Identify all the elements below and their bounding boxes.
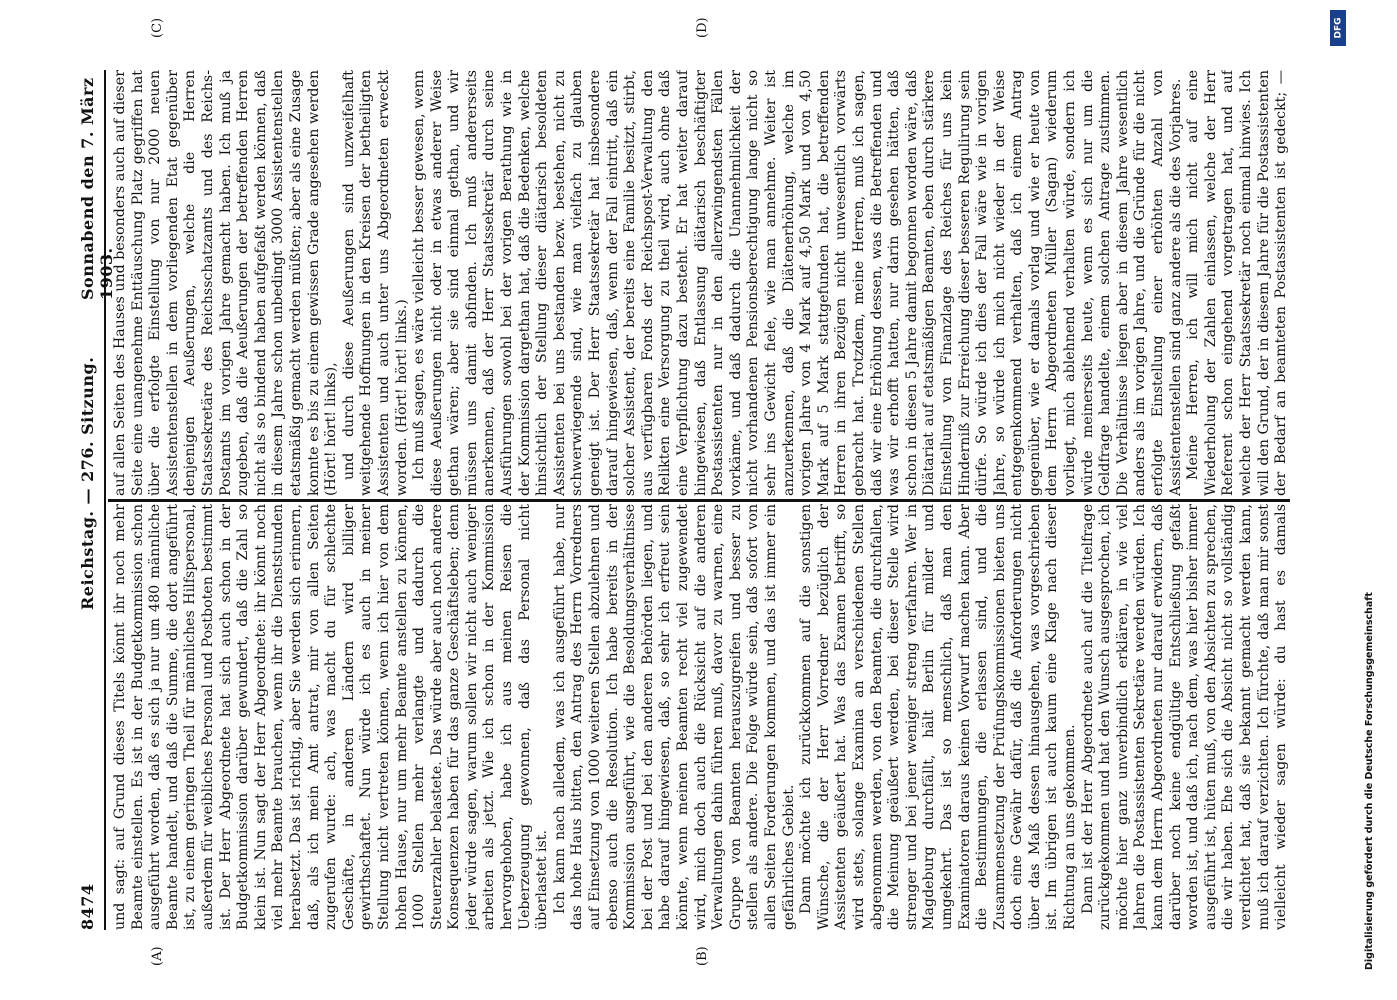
attribution-text: Digitalisierung gefördert durch die Deutsche Forschungsgemeinschaft — [1364, 592, 1375, 970]
right-text-column — [112, 70, 1292, 496]
margin-marker-c: (C) — [150, 17, 165, 38]
margin-marker-a: (A) — [150, 946, 165, 966]
paragraph: Ich kann nach alledem, was ich ausgeführt habe, nur das hohe Haus bitten, den Antrag des Herrn Vorredners auf Einsetzung von 1000 weiteren Stellen abzulehnen und ebenso auch die Resolution. Ich habe bereits in der Kommission ausgeführt, wie die Besoldungsverhältnisse bei der Post und bei den anderen Behörden liegen, und habe darauf hingewiesen, daß, so sehr ich erfreut sein könnte, wenn meinen Beamten recht viel zugewendet wird, mich doch auch die Rücksicht auf die anderen Verwaltungen dahin führen muß, davor zu warnen, eine Gruppe von Beamten herauszugreifen und besser zu stellen als andere. Die Folge würde sein, daß sofort von allen Seiten Forderungen kommen, und das ist immer ein gefährliches Gebiet. — [551, 504, 797, 930]
column-divider — [108, 499, 1290, 502]
paragraph: Dann möchte ich zurückkommen auf die sonstigen Wünsche, die der Herr Vorredner bezüglich der Assistenten geäußert hat. Was das Examen betrifft, so wird stets, solange Examina an verschiedenen Stellen abgenommen werden, von den Beamten, die durchfallen, die Meinung geäußert werden, bei dieser Stelle wird strenger und bei jener weniger streng verfahren. Wer in Magdeburg durchfällt, hält Berlin für milder und umgekehrt. Das ist so menschlich, daß man den Examinatoren daraus keinen Vorwurf machen kann. Aber die Bestimmungen, die erlassen sind, und die Zusammensetzung der Prüfungskommissionen bieten uns doch eine Gewähr dafür, daß die Anforderungen nicht über das Maß dessen hinausgehen, was vorgeschrieben ist. Im übrigen ist auch kaum eine Klage nach dieser Richtung an uns gekommen. — [798, 504, 1079, 930]
running-title: Reichstag. — 276. Sitzung. — [78, 356, 97, 610]
margin-marker-d: (D) — [695, 17, 710, 38]
paragraph: und durch diese Aeußerungen sind unzweifelhaft weitgehende Hoffnungen in den Kreisen der betheiligten Assistenten und auch unter uns Abgeordneten erweckt worden. (Hört! hört! links.) — [340, 70, 410, 496]
running-date: Sonnabend den 7. März 1903. — [78, 77, 116, 300]
page-number: 8474 — [78, 883, 97, 930]
page-header — [78, 70, 116, 930]
dfg-logo — [1330, 10, 1346, 46]
attribution-strip — [1352, 10, 1392, 990]
dfg-logo-text: DFG — [1333, 17, 1344, 39]
paragraph: und sagt: auf Grund dieses Titels könnt ihr noch mehr Beamte einstellen. Es ist in der Budgetkommission schon ausgeführt worden, daß es sich ja nur um 480 männliche Beamte handelt, und daß die Summe, die dort angeführt ist, zu einem geringen Theil für männliches Hilfspersonal, außerdem für weibliches Personal und Postboten bestimmt ist. Der Herr Abgeordnete hat sich auch schon in der Budgetkommission darüber gewundert, daß die Zahl so klein ist. Nun sagt der Herr Abgeordnete: ihr könnt noch viel mehr Beamte brauchen, wenn ihr die Dienststunden herabsetzt. Das ist richtig, aber Sie werden sich erinnern, daß, als ich mein Amt antrat, mir von allen Seiten zugerufen wurde: ach, was macht du für schlechte Geschäfte, in anderen Ländern wird billiger gewirthschaftet. Nun würde ich es auch in meiner Stellung nicht vertreten können, wenn ich hier von dem hohen Hause, nur um mehr Beamte anstellen zu können, 1000 Stellen mehr verlangte und dadurch die Steuerzahler belastete. Das würde aber auch noch andere Konsequenzen haben für das ganze Geschäftsleben; denn jeder würde sagen, warum sollen wir nicht auch weniger arbeiten als jetzt. Wie ich schon in der Kommission hervorgehoben, habe ich aus meinen Reisen die Ueberzeugung gewonnen, daß das Personal nicht überlastet ist. — [112, 504, 551, 930]
paragraph: Meine Herren, ich will mich nicht auf eine Wiederholung der Zahlen einlassen, welche der Herr Referent schon eingehend vorgetragen hat, und auf welche der Herr Staatssekretär noch einmal hinwies. Ich will den Grund, der in diesem Jahre für die Postassistenten der Bedarf an beamteten Postassistenten ist gedeckt; — — [1185, 70, 1290, 496]
paragraph: Dann ist der Herr Abgeordnete auch auf die Titelfrage zurückgekommen und hat den Wunsch ausgesprochen, ich möchte hier ganz unverbindlich erklären, in wie viel Jahren die Postassistenten Sekretäre werden würden. Ich kann dem Herrn Abgeordneten nur darauf erwidern, daß darüber noch keine endgültige Entschließung gefaßt worden ist, und daß ich, nach dem, was hier bisher immer ausgeführt ist, hüten muß, von den Absichten zu sprechen, die wir haben. Ehe sich die Absicht nicht so vollständig verdichtet hat, daß sie bekannt gemacht werden kann, muß ich darauf verzichten. Ich fürchte, daß man mir sonst vielleicht wieder sagen würde: du hast es damals — [1079, 504, 1290, 930]
paragraph: Ich muß sagen, es wäre vielleicht besser gewesen, wenn diese Aeußerungen nicht oder in etwas anderer Weise gethan wären; aber sie sind einmal gethan, und wir müssen uns damit abfinden. Ich muß andererseits anerkennen, daß der Herr Staatssekretär durch seine Ausführungen sowohl bei der vorigen Berathung wie in der Kommission dargethan hat, daß die Bedenken, welche hinsichtlich der Stellung dieser diätarisch besoldeten Assistenten bei uns bestanden bezw. bestehen, nicht zu schwerwiegende sind, wie man vielfach zu glauben geneigt ist. Der Herr Staatssekretär hat insbesondere darauf hingewiesen, daß, wenn der Fall eintritt, daß ein solcher Assistent, der bereits eine Familie besitzt, stirbt, aus verfügbaren Fonds der Reichspost-Verwaltung den Relikten eine Versorgung zu theil wird, auch ohne daß eine Verpflichtung dazu besteht. Er hat weiter darauf hingewiesen, daß Entlassung diätarisch beschäftigter Postassistenten nur in den allerzwingendsten Fällen vorkäme, und daß dadurch die Unannehmlichkeit der nicht vorhandenen Pensionsberechtigung lange nicht so sehr ins Gewicht fiele, wie man annehme. Weiter ist anzuerkennen, daß die Diätenerhöhung, welche im vorigen Jahre von 4 Mark auf 4,50 Mark und von 4,50 Mark auf 5 Mark stattgefunden hat, die betreffenden Herren in ihren Bezügen nicht unwesentlich vorwärts gebracht hat. Trotzdem, meine Herren, muß ich sagen, daß wir eine Erhöhung dessen, was die Betreffenden und was wir erhofft hatten, nur darin gesehen hätten, daß schon in diesen 5 Jahre damit begonnen worden wäre, daß Diätariat auf etatsmäßigen Beamten, eben durch stärkere Einstellung von Finanzlage des Reiches für uns kein Hinderniß zur Erreichung dieser besseren Regulirung sein dürfe. So würde ich dies der Fall wäre wie in vorigen Jahre, so würde ich mich nicht wieder in der Weise entgegenkommend verhalten, daß ich einem Antrag gegenüber, wie er damals vorlag und wie er heute von dem Herrn Abgeordneten Müller (Sagan) wiederum vorliegt, mich ablehnend verhalten würde, sondern ich würde meinerseits heute, wenn es sich nur um die Geldfrage handelte, einem solchen Antrage zustimmen. Die Verhältnisse liegen aber in diesem Jahre wesentlich anders als im vorigen Jahre, und die Gründe für die nicht erfolgte Einstellung einer erhöhten Anzahl von Assistentenstellen sind ganz andere als die des Vorjahres. — [411, 70, 1184, 496]
margin-marker-b: (B) — [695, 946, 710, 966]
header-rule — [104, 70, 106, 930]
left-text-column — [112, 504, 1292, 930]
paragraph: auf allen Seiten des Hauses und besonders auch auf dieser Seite eine unangenehme Enttäuschung Platz gegriffen hat über die erfolgte Einstellung von nur 2000 neuen Assistentenstellen in dem vorliegenden Etat gegenüber denjenigen Aeußerungen, welche die Herren Staatssekretäre des Reichsschatzamts und des Reichs-Postamts im vorigen Jahre gemacht haben. Ich muß ja zugeben, daß die Aeußerungen der betreffenden Herren nicht als so bindend haben aufgefaßt werden können, daß in diesem Jahre schon unbedingt 3000 Assistentenstellen etatsmäßig gemacht werden müßten; aber als eine Zusage konnte es bis zu einem gewissen Grade angesehen werden (Hört! hört! links), — [112, 70, 340, 496]
